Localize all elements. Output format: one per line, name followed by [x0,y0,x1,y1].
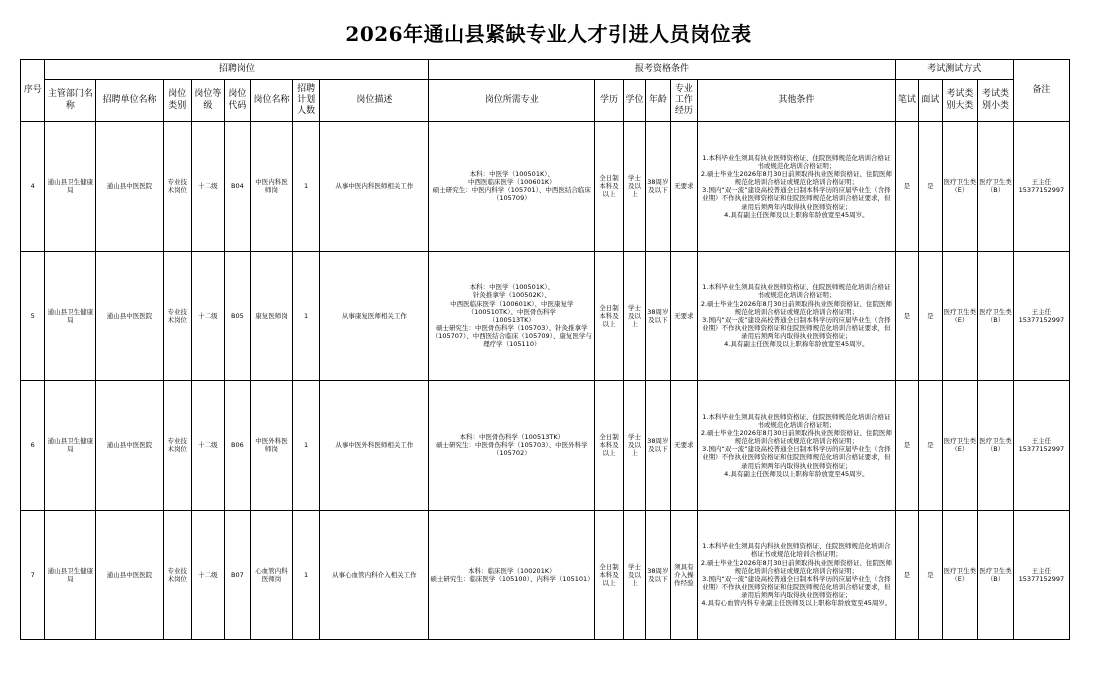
table-row [21,122,1070,252]
col-degree-header: 学位 [623,80,645,122]
cell-exp: 无要求 [670,251,697,381]
cell-unit: 通山县中医医院 [96,122,163,252]
cell-unit: 通山县中医医院 [96,381,163,511]
cell-count: 1 [292,122,319,252]
cell-note: 王主任15377152997 [1013,251,1069,381]
cell-degree: 学士及以上 [623,381,645,511]
header-col-row [21,80,1070,122]
cell-desc: 从事心血管内科介入相关工作 [320,510,429,640]
group-qual-header: 报考资格条件 [429,60,895,80]
cell-level: 十二级 [192,122,225,252]
cell-edu: 全日制本科及以上 [595,510,624,640]
table-row [21,381,1070,511]
cell-edu: 全日制本科及以上 [595,251,624,381]
cell-age: 38周岁及以下 [646,381,670,511]
cell-degree: 学士及以上 [623,122,645,252]
cell-written: 是 [895,510,918,640]
cell-degree: 学士及以上 [623,251,645,381]
cell-written: 是 [895,251,918,381]
cell-name: 心血管内科医师岗 [251,510,293,640]
cell-big: 医疗卫生类（E） [942,122,978,252]
cell-other: 1.本科毕业生须具有执业医师资格证、住院医师规范化培训合格证书或规范化培训合格证明； 2.硕士毕业生2026年8月30日前须取得执业医师资格证、住院医师规范化培训合格证或规范化培训合格证明； 3.国内“双一流”建设高校普通全日制本科学历的应届毕业生（含择业期）不作执业医师资格证和住院医师规范化培训合格证要求，但录用后须两年内取得执业医师资格证； 4.具有副主任医师及以上职称年龄放宽至45周岁。 [698,251,896,381]
col-big-header: 考试类别大类 [942,80,978,122]
table-row [21,510,1070,640]
cell-big: 医疗卫生类（E） [942,510,978,640]
cell-category: 专业技术岗位 [163,251,192,381]
group-recruit-header: 招聘岗位 [45,60,429,80]
cell-unit: 通山县中医医院 [96,251,163,381]
cell-exp: 无要求 [670,122,697,252]
cell-exp: 无要求 [670,381,697,511]
cell-desc: 从事康复医师相关工作 [320,251,429,381]
cell-seq: 7 [21,510,45,640]
cell-written: 是 [895,122,918,252]
cell-seq: 4 [21,122,45,252]
cell-count: 1 [292,251,319,381]
col-seq-header: 序号 [21,60,45,122]
cell-desc: 从事中医内科医师相关工作 [320,122,429,252]
cell-major: 本科：临床医学（100201K） 硕士研究生：临床医学（105100）、内科学（105101） [429,510,595,640]
col-note-header: 备注 [1013,60,1069,122]
page-title: 2026年通山县紧缺专业人才引进人员岗位表 [345,22,752,46]
cell-level: 十二级 [192,251,225,381]
cell-unit: 通山县中医医院 [96,510,163,640]
col-age-header: 年龄 [646,80,670,122]
cell-seq: 6 [21,381,45,511]
col-name-header: 岗位名称 [251,80,293,122]
cell-edu: 全日制本科及以上 [595,381,624,511]
cell-major: 本科：中医学（100501K）、 中西医临床医学（100601K） 硕士研究生：中医内科学（105701）、中西医结合临床（105709） [429,122,595,252]
header-group-row [21,60,1070,80]
col-other-header: 其他条件 [698,80,896,122]
cell-small: 医疗卫生类（B） [978,122,1014,252]
cell-name: 中医内科医师岗 [251,122,293,252]
col-written-header: 笔试 [895,80,918,122]
cell-level: 十二级 [192,381,225,511]
cell-category: 专业技术岗位 [163,510,192,640]
job-table [20,59,1070,640]
cell-count: 1 [292,381,319,511]
cell-code: B05 [224,251,250,381]
cell-interview: 是 [919,510,942,640]
cell-code: B07 [224,510,250,640]
col-small-header: 考试类别小类 [978,80,1014,122]
cell-dept: 通山县卫生健康局 [45,381,96,511]
cell-note: 王主任15377152997 [1013,122,1069,252]
cell-major: 本科：中医骨伤科学（100513TK） 硕士研究生：中医骨伤科学（105703）、中医外科学（105702） [429,381,595,511]
cell-exp: 须具有介入操作经验 [670,510,697,640]
cell-other: 1.本科毕业生须具有内科执业医师资格证、住院医师规范化培训合格证书或规范化培训合格证明； 2.硕士毕业生2026年8月30日前须取得执业医师资格证、住院医师规范化培训合格证或规范化培训合格证明； 3.国内“双一流”建设高校普通全日制本科学历的应届毕业生（含择业期）不作执业医师资格证和住院医师规范化培训合格证要求，但录用后须两年内取得执业医师资格证； 4.具有心血管内科专业副主任医师及以上职称年龄放宽至45周岁。 [698,510,896,640]
table-row [21,251,1070,381]
col-dept-header: 主管部门名称 [45,80,96,122]
cell-major: 本科：中医学（100501K）、 针灸推拿学（100502K）、 中西医临床医学（100601K）、中医康复学（100510TK）、中医骨伤科学 （100513TK） 硕士研究生：中医骨伤科学（105703）、针灸推拿学（105707）、中西医结合临床（105709）、康复医学与理疗学（105110） [429,251,595,381]
cell-edu: 全日制本科及以上 [595,122,624,252]
cell-interview: 是 [919,251,942,381]
cell-name: 康复医师岗 [251,251,293,381]
cell-small: 医疗卫生类（B） [978,381,1014,511]
cell-small: 医疗卫生类（B） [978,510,1014,640]
cell-dept: 通山县卫生健康局 [45,122,96,252]
cell-other: 1.本科毕业生须具有执业医师资格证、住院医师规范化培训合格证书或规范化培训合格证明； 2.硕士毕业生2026年8月30日前须取得执业医师资格证、住院医师规范化培训合格证或规范化培训合格证明； 3.国内“双一流”建设高校普通全日制本科学历的应届毕业生（含择业期）不作执业医师资格证和住院医师规范化培训合格证要求，但录用后须两年内取得执业医师资格证； 4.具有副主任医师及以上职称年龄放宽至45周岁。 [698,122,896,252]
cell-big: 医疗卫生类（E） [942,251,978,381]
col-exp-header: 专业工作经历 [670,80,697,122]
cell-big: 医疗卫生类（E） [942,381,978,511]
col-major-header: 岗位所需专业 [429,80,595,122]
cell-age: 38周岁及以下 [646,510,670,640]
cell-level: 十二级 [192,510,225,640]
cell-degree: 学士及以上 [623,510,645,640]
col-category-header: 岗位类别 [163,80,192,122]
col-count-header: 招聘计划人数 [292,80,319,122]
col-code-header: 岗位代码 [224,80,250,122]
cell-interview: 是 [919,122,942,252]
col-level-header: 岗位等级 [192,80,225,122]
cell-age: 38周岁及以下 [646,251,670,381]
cell-age: 38周岁及以下 [646,122,670,252]
cell-written: 是 [895,381,918,511]
cell-count: 1 [292,510,319,640]
cell-note: 王主任15377152997 [1013,510,1069,640]
cell-other: 1.本科毕业生须具有执业医师资格证、住院医师规范化培训合格证书或规范化培训合格证明； 2.硕士毕业生2026年8月30日前须取得执业医师资格证、住院医师规范化培训合格证或规范化培训合格证明； 3.国内“双一流”建设高校普通全日制本科学历的应届毕业生（含择业期）不作执业医师资格证和住院医师规范化培训合格证要求，但录用后须两年内取得执业医师资格证； 4.具有副主任医师及以上职称年龄放宽至45周岁。 [698,381,896,511]
col-desc-header: 岗位描述 [320,80,429,122]
cell-category: 专业技术岗位 [163,122,192,252]
cell-code: B04 [224,122,250,252]
cell-note: 王主任15377152997 [1013,381,1069,511]
group-exam-header: 考试测试方式 [895,60,1013,80]
cell-dept: 通山县卫生健康局 [45,510,96,640]
cell-seq: 5 [21,251,45,381]
col-interview-header: 面试 [919,80,942,122]
cell-interview: 是 [919,381,942,511]
cell-category: 专业技术岗位 [163,381,192,511]
cell-name: 中医外科医师岗 [251,381,293,511]
cell-dept: 通山县卫生健康局 [45,251,96,381]
cell-desc: 从事中医外科医师相关工作 [320,381,429,511]
col-unit-header: 招聘单位名称 [96,80,163,122]
col-edu-header: 学历 [595,80,624,122]
cell-small: 医疗卫生类（B） [978,251,1014,381]
cell-code: B06 [224,381,250,511]
